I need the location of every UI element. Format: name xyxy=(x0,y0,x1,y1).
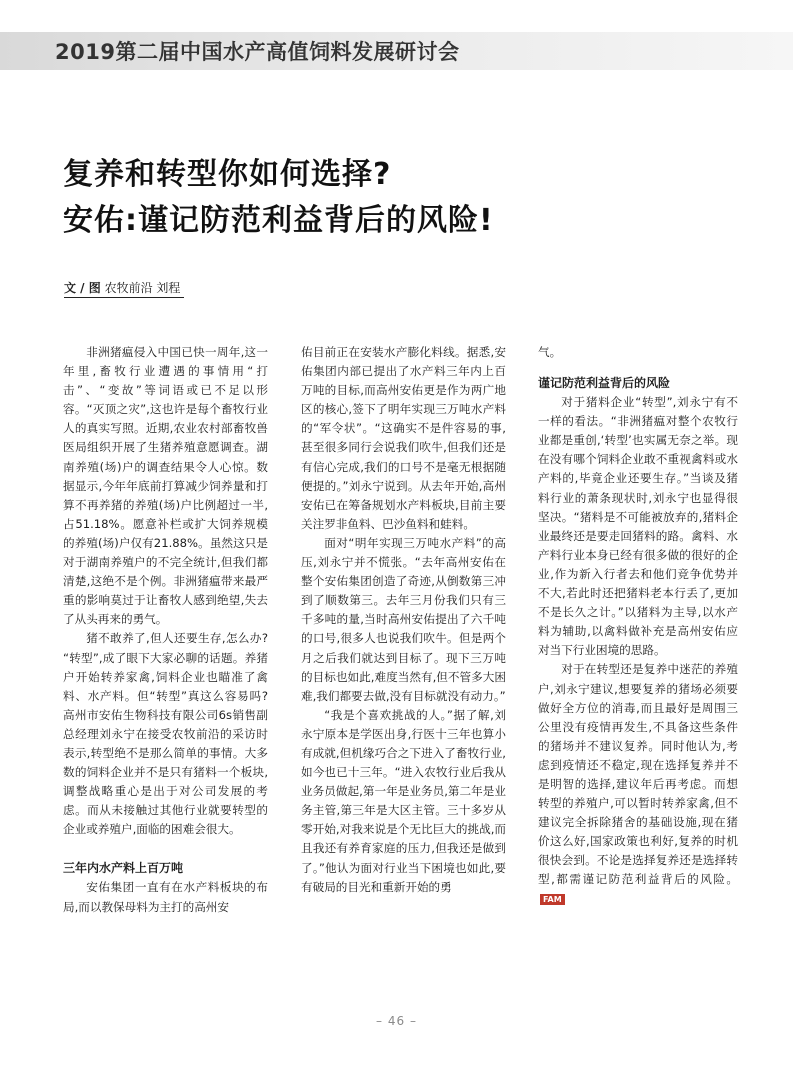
headline xyxy=(63,152,494,244)
paragraph: 非洲猪瘟侵入中国已快一周年,这一年里,畜牧行业遭遇的事情用“打击”、“变故”等词语或已不足以形容。“灭顶之灾”,这也许是每个畜牧行业人的真实写照。近期,农业农村部畜牧兽医局组织开展了生猪养殖意愿调查。湖南养殖(场)户的调查结果令人心惊。数据显示,今年年底前打算减少饲养量和打算不再养猪的养殖(场)户比例超过一半,占51.18%。愿意补栏或扩大饲养规模的养殖(场)户仅有21.88%。虽然这只是对于湖南养殖户的不完全统计,但我们都清楚,这绝不是个例。非洲猪瘟带来最严重的影响莫过于让畜牧人感到绝望,失去了从头再来的勇气。 xyxy=(63,345,268,627)
page-number: – 46 – xyxy=(376,1014,417,1028)
header-title: 2019第二届中国水产高值饲料发展研讨会 xyxy=(55,40,460,64)
paragraph: 气。 xyxy=(538,345,562,359)
headline-line-1: 复养和转型你如何选择? xyxy=(63,157,392,192)
paragraph-text: 对于在转型还是复养中迷茫的养殖户,刘永宁建议,想要复养的猪场必须要做好全方位的消毒,而且最好是周围三公里没有疫情再发生,不具备这些条件的猪场并不建议复养。同时他认为,考虑到疫情还不稳定,现在选择复养并不是明智的选择,建议年后再考虑。而想转型的养殖户,可以暂时转养家禽,但不建议完全拆除猪舍的基础设施,现在猪价这么好,国家政策也利好,复养的时机很快会到。不论是选择复养还是选择转型,都需谨记防范利益背后的风险。 xyxy=(538,662,738,887)
byline-label: 文 / 图 xyxy=(64,281,101,295)
article-column-3 xyxy=(538,343,738,909)
paragraph: 对于猪料企业“转型”,刘永宁有不一样的看法。“非洲猪瘟对整个农牧行业都是重创,‘转型’也实属无奈之举。现在没有哪个饲料企业敢不重视禽料或水产料的,毕竟企业还要生存。”当谈及猪料行业的萧条现状时,刘永宁也显得很坚决。“猪料是不可能被放弃的,猪料企业最终还是要走回猪料的路。禽料、水产料行业本身已经有很多做的很好的企业,作为新入行者去和他们竞争优势并不大,若此时还把猪料老本行丢了,更加不是长久之计。”以猪料为主导,以水产料为辅助,以禽料做补充是高州安佑应对当下行业困境的思路。 xyxy=(538,395,738,658)
headline-line-2: 安佑:谨记防范利益背后的风险! xyxy=(63,203,494,238)
end-mark-logo: FAM xyxy=(540,894,565,905)
paragraph: 安佑集团一直有在水产料板块的布局,而以教保母料为主打的高州安 xyxy=(63,880,268,914)
byline-rule xyxy=(64,297,184,298)
section-heading: 三年内水产料上百万吨 xyxy=(63,861,184,876)
article-column-1 xyxy=(63,343,268,917)
paragraph-final xyxy=(538,660,738,908)
article-column-2 xyxy=(301,343,506,897)
section-heading: 谨记防范利益背后的风险 xyxy=(538,376,671,391)
paragraph: 猪不敢养了,但人还要生存,怎么办? “转型”,成了眼下大家必聊的话题。养猪户开始转养家禽,饲料企业也瞄准了禽料、水产料。但“转型”真这么容易吗? 高州市安佑生物科技有限公司6s销售副总经理刘永宁在接受农牧前沿的采访时表示,转型绝不是那么简单的事情。大多数的饲料企业并不是只有猪料一个板块,调整战略重心是出于对公司发展的考虑。而从未接触过其他行业就要转型的企业或养殖户,面临的困难会很大。 xyxy=(63,631,268,837)
paragraph: 佑目前正在安装水产膨化料线。据悉,安佑集团内部已提出了水产料三年内上百万吨的目标,而高州安佑更是作为两广地区的核心,签下了明年实现三万吨水产料的“军令状”。“这确实不是件容易的事,甚至很多同行会说我们吹牛,但我们还是有信心完成,我们的口号不是毫无根据随便提的。”刘永宁说到。从去年开始,高州安佑已在筹备规划水产料板块,目前主要关注罗非鱼料、巴沙鱼料和蛙料。 xyxy=(301,345,506,531)
byline-author: 农牧前沿 刘程 xyxy=(104,281,181,295)
paragraph: 面对“明年实现三万吨水产料”的高压,刘永宁并不慌张。“去年高州安佑在整个安佑集团创造了奇迹,从倒数第三冲到了顺数第三。去年三月份我们只有三千多吨的量,当时高州安佑提出了六千吨的口号,很多人也说我们吹牛。但是两个月之后我们就达到目标了。现下三万吨的目标也如此,难度当然有,但不管多大困难,我们都要去做,没有目标就没有动力。” xyxy=(301,535,506,703)
paragraph: “我是个喜欢挑战的人。”据了解,刘永宁原本是学医出身,行医十三年也算小有成就,但机缘巧合之下进入了畜牧行业,如今也已十三年。“进入农牧行业后我从业务员做起,第一年是业务员,第二年是业务主管,第三年是大区主管。三十多岁从零开始,对我来说是个无比巨大的挑战,而且我还有养育家庭的压力,但我还是做到了。”他认为面对行业当下困境也如此,要有破局的目光和重新开始的勇 xyxy=(301,707,506,894)
